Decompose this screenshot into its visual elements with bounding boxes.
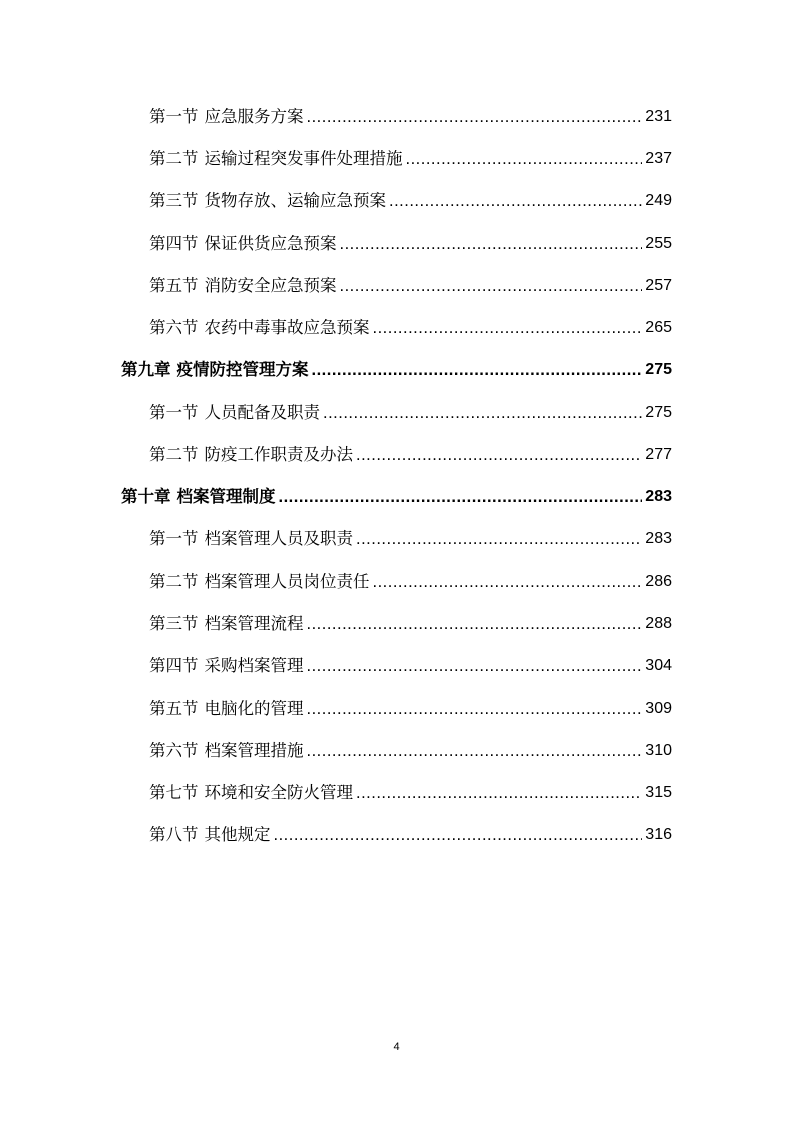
toc-entry-label <box>149 276 337 296</box>
toc-entry-title: 采购档案管理 <box>204 656 304 675</box>
toc-entry-label <box>149 107 304 127</box>
dot-leader <box>406 149 643 169</box>
toc-entry-title: 档案管理流程 <box>204 614 304 633</box>
dot-leader <box>279 487 643 507</box>
toc-entry-number: 第二节 <box>149 572 199 591</box>
toc-entry-label <box>121 487 276 507</box>
dot-leader <box>307 614 643 634</box>
toc-entry-number: 第九章 <box>121 360 171 379</box>
toc-entry-title: 档案管理制度 <box>176 487 276 506</box>
dot-leader <box>373 572 643 592</box>
toc-entry-label <box>149 318 370 338</box>
toc-entry[interactable] <box>149 566 672 592</box>
toc-chapter-entry[interactable] <box>121 481 672 507</box>
toc-entry-number: 第一节 <box>149 403 199 422</box>
toc-entry-label <box>149 783 353 803</box>
toc-entry-label <box>149 741 304 761</box>
toc-entry-title: 档案管理人员岗位责任 <box>204 572 370 591</box>
toc-entry-number: 第六节 <box>149 741 199 760</box>
toc-entry-label <box>149 445 353 465</box>
dot-leader <box>307 699 643 719</box>
dot-leader <box>356 783 642 803</box>
toc-entry-page: 237 <box>645 150 672 167</box>
toc-entry-title: 保证供货应急预案 <box>204 234 337 253</box>
toc-entry-page: 316 <box>645 826 672 843</box>
toc-entry-page: 286 <box>645 573 672 590</box>
toc-entry-label <box>149 403 320 423</box>
toc-entry[interactable] <box>149 101 672 127</box>
dot-leader <box>373 318 643 338</box>
toc-entry[interactable] <box>149 439 672 465</box>
toc-entry-label <box>149 656 304 676</box>
toc-entry-page: 288 <box>645 615 672 632</box>
toc-entry[interactable] <box>149 819 672 845</box>
dot-leader <box>340 234 643 254</box>
toc-entry[interactable] <box>149 650 672 676</box>
toc-entry-number: 第四节 <box>149 234 199 253</box>
toc-entry-page: 277 <box>645 446 672 463</box>
toc-entry-page: 283 <box>645 488 672 505</box>
toc-entry-title: 疫情防控管理方案 <box>176 360 309 379</box>
toc-entry-number: 第二节 <box>149 445 199 464</box>
toc-entry-page: 265 <box>645 319 672 336</box>
toc-entry-title: 防疫工作职责及办法 <box>204 445 353 464</box>
toc-entry[interactable] <box>149 397 672 423</box>
toc-entry-label <box>121 360 309 380</box>
toc-entry-number: 第十章 <box>121 487 171 506</box>
toc-entry-label <box>149 572 370 592</box>
dot-leader <box>312 360 643 380</box>
toc-entry-title: 农药中毒事故应急预案 <box>204 318 370 337</box>
toc-entry-label <box>149 825 271 845</box>
toc-entry-number: 第五节 <box>149 699 199 718</box>
toc-entry-page: 315 <box>645 784 672 801</box>
dot-leader <box>307 107 643 127</box>
dot-leader <box>356 445 642 465</box>
dot-leader <box>307 656 643 676</box>
toc-entry-number: 第一节 <box>149 107 199 126</box>
toc-entry-number: 第四节 <box>149 656 199 675</box>
toc-entry[interactable] <box>149 312 672 338</box>
toc-entry[interactable] <box>149 185 672 211</box>
toc-entry[interactable] <box>149 228 672 254</box>
toc-entry[interactable] <box>149 143 672 169</box>
dot-leader <box>356 529 642 549</box>
dot-leader <box>274 825 643 845</box>
toc-entry-title: 人员配备及职责 <box>204 403 320 422</box>
toc-entry-label <box>149 614 304 634</box>
toc-entry-label <box>149 149 403 169</box>
toc-entry-title: 环境和安全防火管理 <box>204 783 353 802</box>
toc-entry-number: 第五节 <box>149 276 199 295</box>
toc-entry-title: 电脑化的管理 <box>204 699 304 718</box>
toc-entry[interactable] <box>149 608 672 634</box>
toc-entry-title: 运输过程突发事件处理措施 <box>204 149 403 168</box>
toc-entry-number: 第二节 <box>149 149 199 168</box>
toc-entry-number: 第三节 <box>149 191 199 210</box>
dot-leader <box>307 741 643 761</box>
toc-entry-page: 304 <box>645 657 672 674</box>
toc-entry-page: 310 <box>645 742 672 759</box>
toc-entry-page: 249 <box>645 192 672 209</box>
toc-entry-number: 第三节 <box>149 614 199 633</box>
toc-entry[interactable] <box>149 777 672 803</box>
toc-entry-number: 第一节 <box>149 529 199 548</box>
toc-entry-number: 第八节 <box>149 825 199 844</box>
toc-entry-page: 231 <box>645 108 672 125</box>
toc-chapter-entry[interactable] <box>121 354 672 380</box>
page-number: 4 <box>393 1041 400 1053</box>
toc-entry-page: 283 <box>645 530 672 547</box>
toc-entry-page: 255 <box>645 235 672 252</box>
dot-leader <box>389 191 642 211</box>
toc-entry-label <box>149 699 304 719</box>
toc-entry[interactable] <box>149 693 672 719</box>
toc-entry-title: 档案管理措施 <box>204 741 304 760</box>
toc-entry[interactable] <box>149 270 672 296</box>
toc-entry-page: 275 <box>645 404 672 421</box>
toc-entry-title: 消防安全应急预案 <box>204 276 337 295</box>
toc-entry-number: 第六节 <box>149 318 199 337</box>
toc-entry-title: 其他规定 <box>204 825 271 844</box>
toc-entry-page: 309 <box>645 700 672 717</box>
toc-entry-label <box>149 191 386 211</box>
toc-entry-label <box>149 234 337 254</box>
toc-entry-title: 档案管理人员及职责 <box>204 529 353 548</box>
toc-entry-label <box>149 529 353 549</box>
toc-entry-page: 257 <box>645 277 672 294</box>
toc-entry-page: 275 <box>645 361 672 378</box>
toc-entry-title: 应急服务方案 <box>204 107 304 126</box>
dot-leader <box>340 276 643 296</box>
dot-leader <box>323 403 642 423</box>
toc-entry[interactable] <box>149 523 672 549</box>
toc-entry-title: 货物存放、运输应急预案 <box>204 191 386 210</box>
toc-entry[interactable] <box>149 735 672 761</box>
toc-entry-number: 第七节 <box>149 783 199 802</box>
